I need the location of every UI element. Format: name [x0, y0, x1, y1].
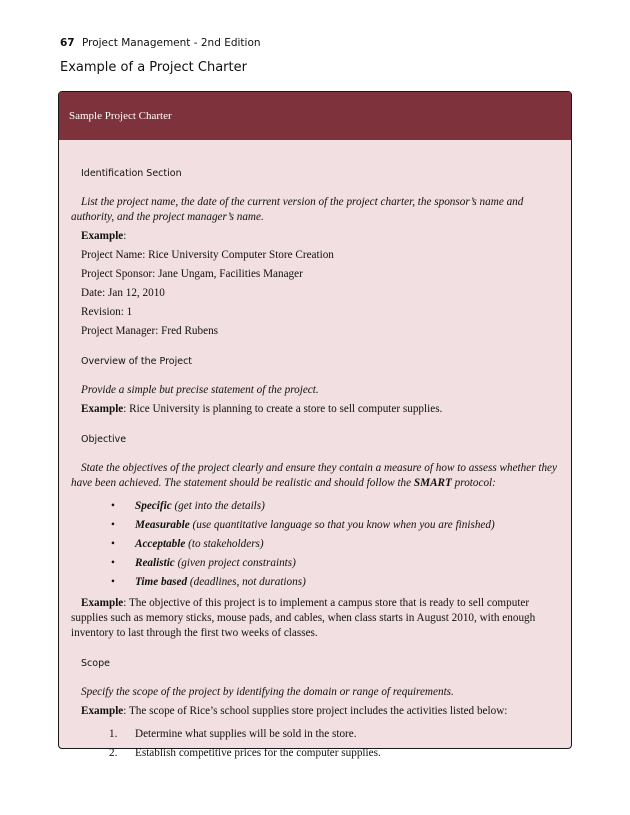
- objective-instruction: State the objectives of the project clearly and ensure they contain a measure of how to assess whether they have been achieved. The statement should be realistic and should follow the SMART protocol:: [71, 462, 557, 489]
- smart-list: [71, 499, 559, 590]
- scope-item: 2. Establish competitive prices for the computer supplies.: [109, 747, 381, 759]
- identification-line: Date: Jan 12, 2010: [81, 287, 165, 299]
- identification-line: Project Manager: Fred Rubens: [81, 325, 219, 337]
- overview-heading: Overview of the Project: [81, 356, 193, 367]
- smart-item: • Measurable (use quantitative language so that you know when you are finished): [111, 519, 495, 531]
- project-charter-box: [58, 91, 572, 759]
- identification-example-label: Example:: [81, 230, 127, 242]
- page-number: 67: [60, 37, 75, 49]
- objective-example: Example: The objective of this project is to implement a campus store that is ready to sell computer supplies such as memory sticks, mouse pads, and cables, when class starts in August 2010, with enough inventory to last through the first two weeks of classes.: [71, 597, 536, 639]
- objective-heading: Objective: [81, 434, 127, 445]
- scope-example: Example: The scope of Rice’s school supplies store project includes the activities listed below:: [81, 705, 508, 717]
- smart-item: • Specific (get into the details): [111, 500, 265, 512]
- smart-item: • Time based (deadlines, not durations): [111, 576, 306, 588]
- overview-instruction: Provide a simple but precise statement of the project.: [81, 384, 319, 396]
- scope-instruction: Specify the scope of the project by identifying the domain or range of requirements.: [81, 686, 454, 698]
- scope-heading: Scope: [81, 658, 110, 669]
- identification-line: Project Sponsor: Jane Ungam, Facilities Manager: [81, 268, 303, 280]
- identification-heading: Identification Section: [81, 168, 182, 179]
- overview-example: Example: Rice University is planning to create a store to sell computer supplies.: [81, 403, 443, 415]
- scope-list: [71, 727, 559, 761]
- box-title: Sample Project Charter: [59, 92, 571, 140]
- scope-item: 1. Determine what supplies will be sold in the store.: [109, 728, 357, 740]
- identification-instruction: List the project name, the date of the current version of the project charter, the sponsor’s name and authority, and the project manager’s name.: [71, 196, 524, 223]
- smart-item: • Realistic (given project constraints): [111, 557, 296, 569]
- chapter-heading: Example of a Project Charter: [60, 60, 247, 75]
- smart-item: • Acceptable (to stakeholders): [111, 538, 264, 550]
- running-head: [60, 37, 261, 49]
- identification-line: Project Name: Rice University Computer Store Creation: [81, 249, 334, 261]
- box-content: [59, 140, 571, 761]
- book-title: Project Management - 2nd Edition: [81, 37, 261, 49]
- identification-line: Revision: 1: [81, 306, 133, 318]
